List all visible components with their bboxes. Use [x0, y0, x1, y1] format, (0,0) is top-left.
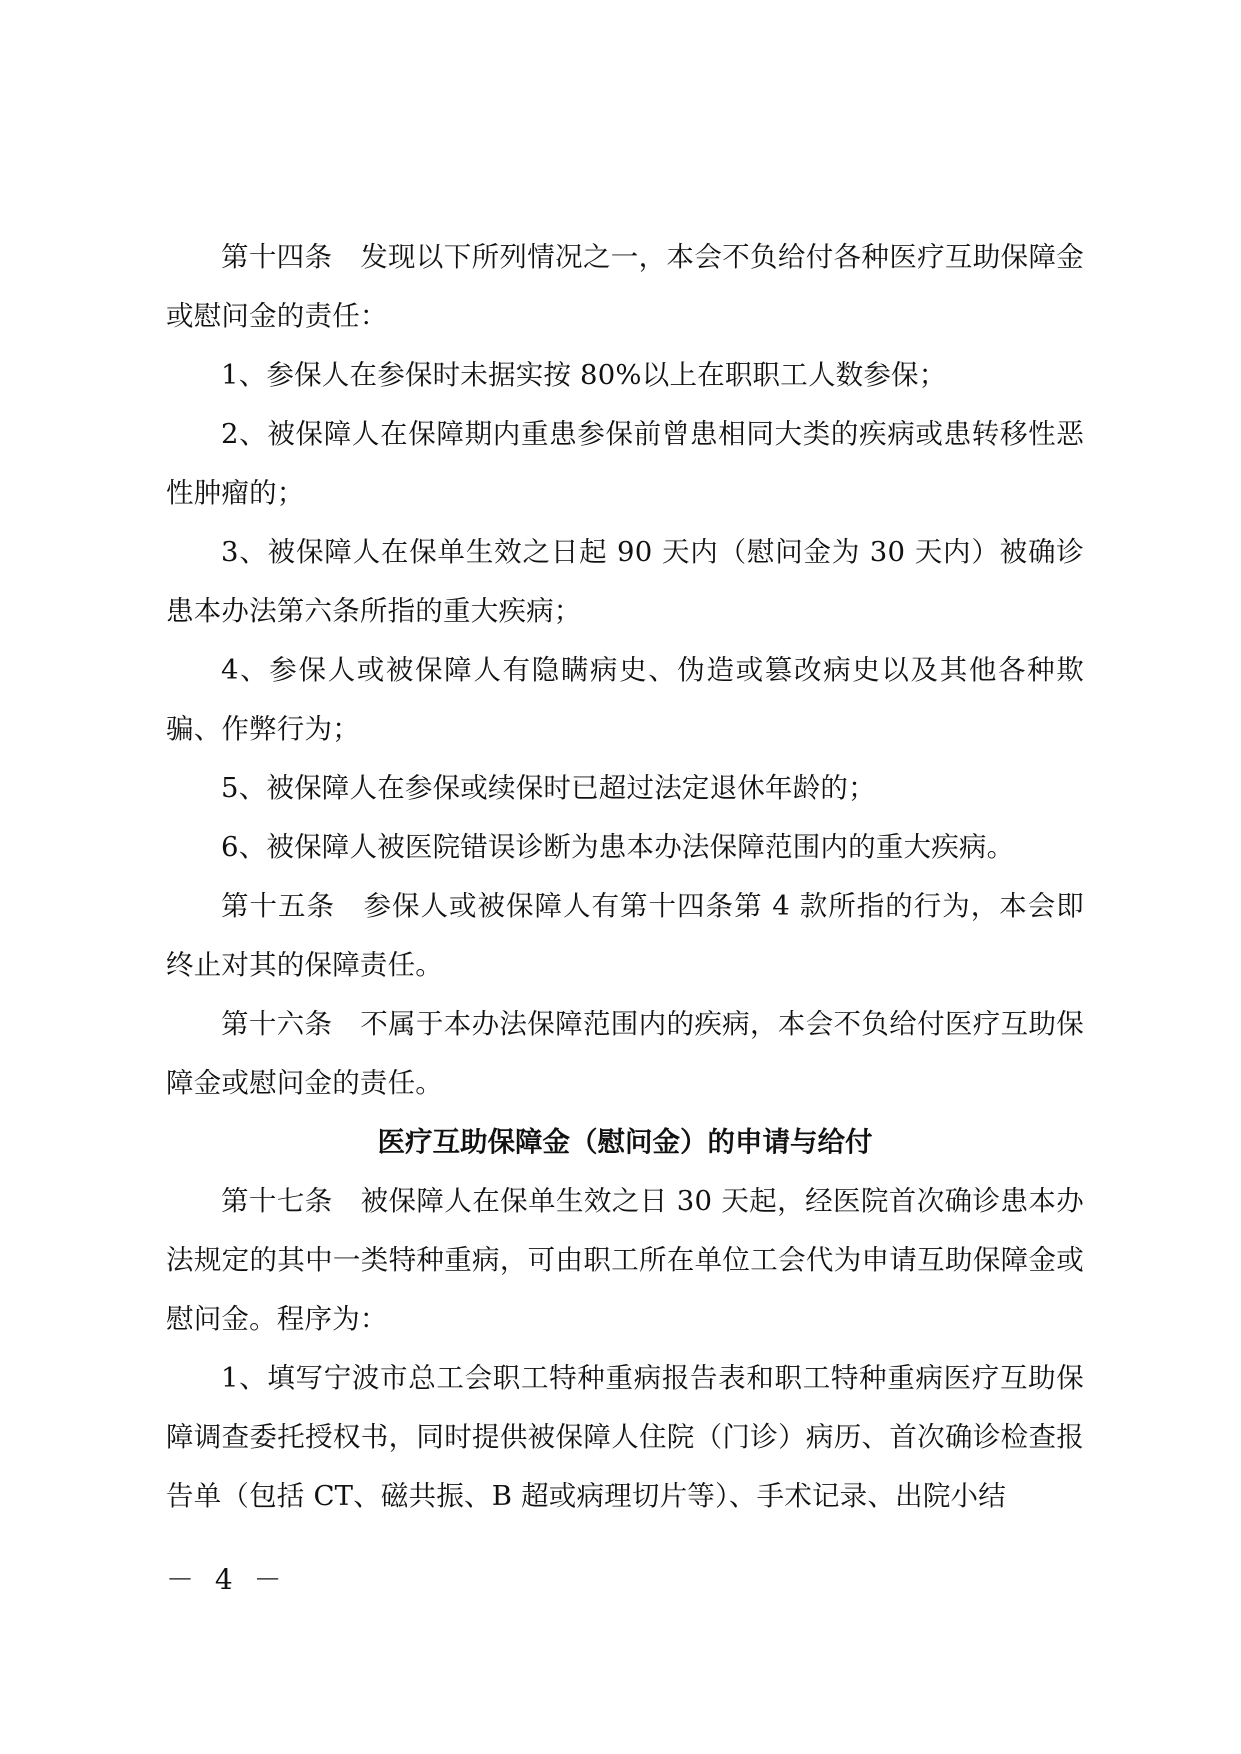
article-17-item-1: 1、填写宁波市总工会职工特种重病报告表和职工特种重病医疗互助保障调查委托授权书，同时提供被保障人住院（门诊）病历、首次确诊检查报告单（包括 CT、磁共振、B 超或病理切片等）、手术记录、出院小结 — [166, 1362, 1084, 1512]
article-14: 第十四条 发现以下所列情况之一，本会不负给付各种医疗互助保障金或慰问金的责任： — [166, 241, 1084, 332]
article-14-item-1: 1、参保人在参保时未据实按 80%以上在职职工人数参保； — [221, 359, 947, 391]
section-heading: 医疗互助保障金（慰问金）的申请与给付 — [377, 1126, 873, 1158]
article-14-item-4: 4、参保人或被保障人有隐瞒病史、伪造或篡改病史以及其他各种欺骗、作弊行为； — [166, 654, 1084, 745]
page-number: － 4 － — [166, 1563, 288, 1596]
article-14-item-5: 5、被保障人在参保或续保时已超过法定退休年龄的； — [221, 772, 876, 804]
article-14-item-6: 6、被保障人被医院错误诊断为患本办法保障范围内的重大疾病。 — [221, 831, 1015, 863]
article-17: 第十七条 被保障人在保单生效之日 30 天起，经医院首次确诊患本办法规定的其中一类特种重病，可由职工所在单位工会代为申请互助保障金或慰问金。程序为： — [166, 1185, 1084, 1335]
article-15: 第十五条 参保人或被保障人有第十四条第 4 款所指的行为，本会即终止对其的保障责任。 — [166, 890, 1084, 981]
article-14-item-2: 2、被保障人在保障期内重患参保前曾患相同大类的疾病或患转移性恶性肿瘤的； — [166, 418, 1084, 509]
article-14-item-3: 3、被保障人在保单生效之日起 90 天内（慰问金为 30 天内）被确诊患本办法第六条所指的重大疾病； — [166, 536, 1084, 627]
document-body — [166, 228, 1084, 1526]
article-16: 第十六条 不属于本办法保障范围内的疾病，本会不负给付医疗互助保障金或慰问金的责任。 — [166, 1008, 1084, 1099]
